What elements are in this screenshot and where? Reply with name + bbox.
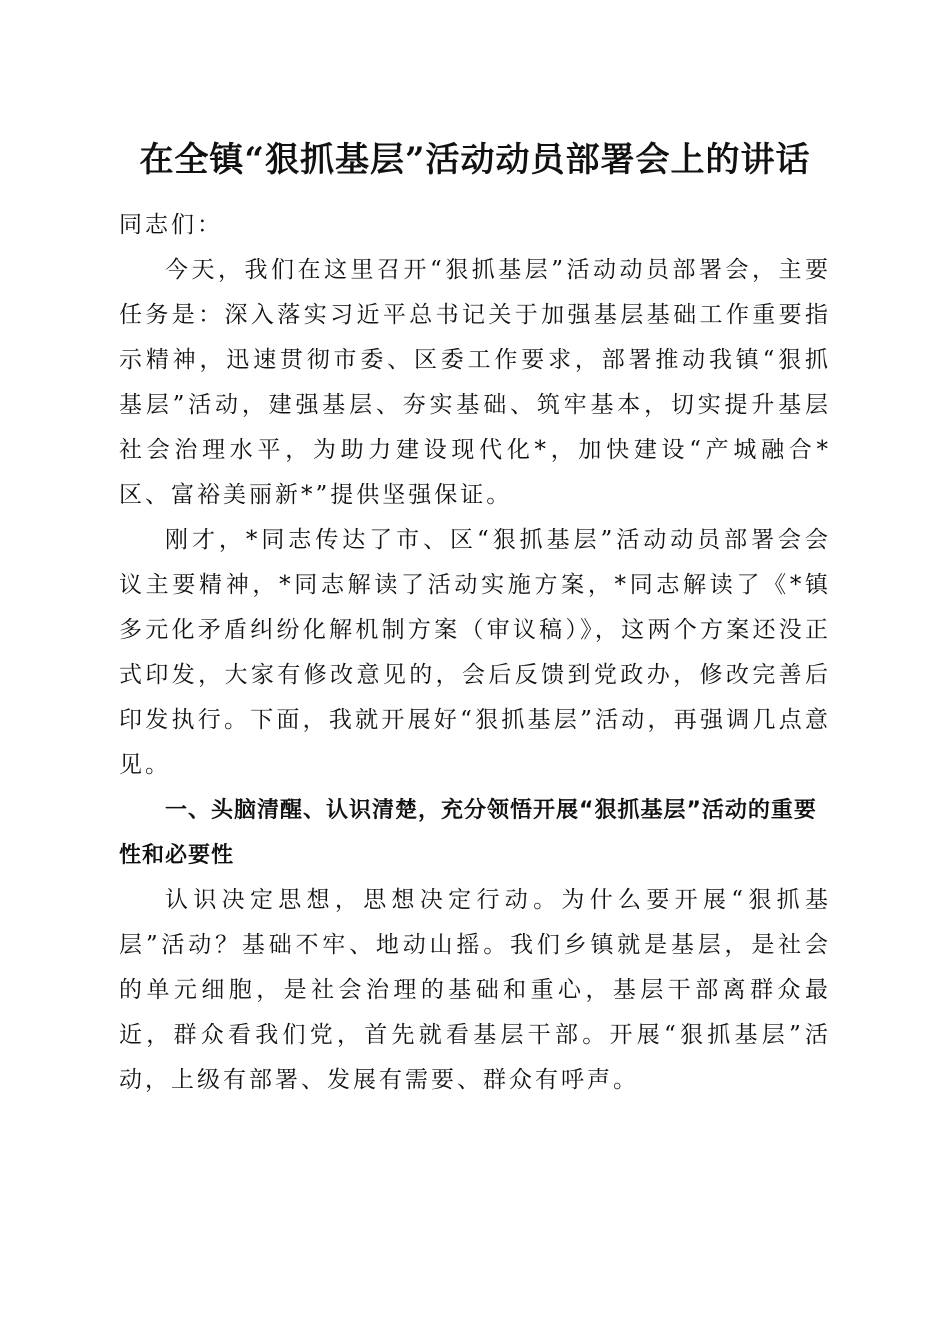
section-heading-1: 一、头脑清醒、认识清楚，充分领悟开展“狠抓基层”活动的重要性和必要性 <box>119 798 817 868</box>
paragraph-2: 刚才，*同志传达了市、区“狠抓基层”活动动员部署会会议主要精神，*同志解读了活动实施方案，*同志解读了《*镇多元化矛盾纠纷化解机制方案（审议稿）》，这两个方案还没正式印发，大家有修改意见的，会后反馈到党政办，修改完善后印发执行。下面，我就开展好“狠抓基层”活动，再强调几点意见。 <box>119 527 831 778</box>
section-paragraph-1: 认识决定思想，思想决定行动。为什么要开展“狠抓基层”活动？基础不牢、地动山摇。我们乡镇就是基层，是社会的单元细胞，是社会治理的基础和重心，基层干部离群众最近，群众看我们党，首先就看基层干部。开展“狠抓基层”活动，上级有部署、发展有需要、群众有呼声。 <box>119 887 831 1093</box>
document-title: 在全镇“狠抓基层”活动动员部署会上的讲话 <box>139 140 811 180</box>
paragraph-1: 今天，我们在这里召开“狠抓基层”活动动员部署会，主要任务是：深入落实习近平总书记关于加强基层基础工作重要指示精神，迅速贯彻市委、区委工作要求，部署推动我镇“狠抓基层”活动，建强基层、夯实基础、筑牢基本，切实提升基层社会治理水平，为助力建设现代化*，加快建设“产城融合*区、富裕美丽新*”提供坚强保证。 <box>119 257 831 508</box>
greeting: 同志们： <box>119 212 223 238</box>
document-body <box>119 203 831 1103</box>
